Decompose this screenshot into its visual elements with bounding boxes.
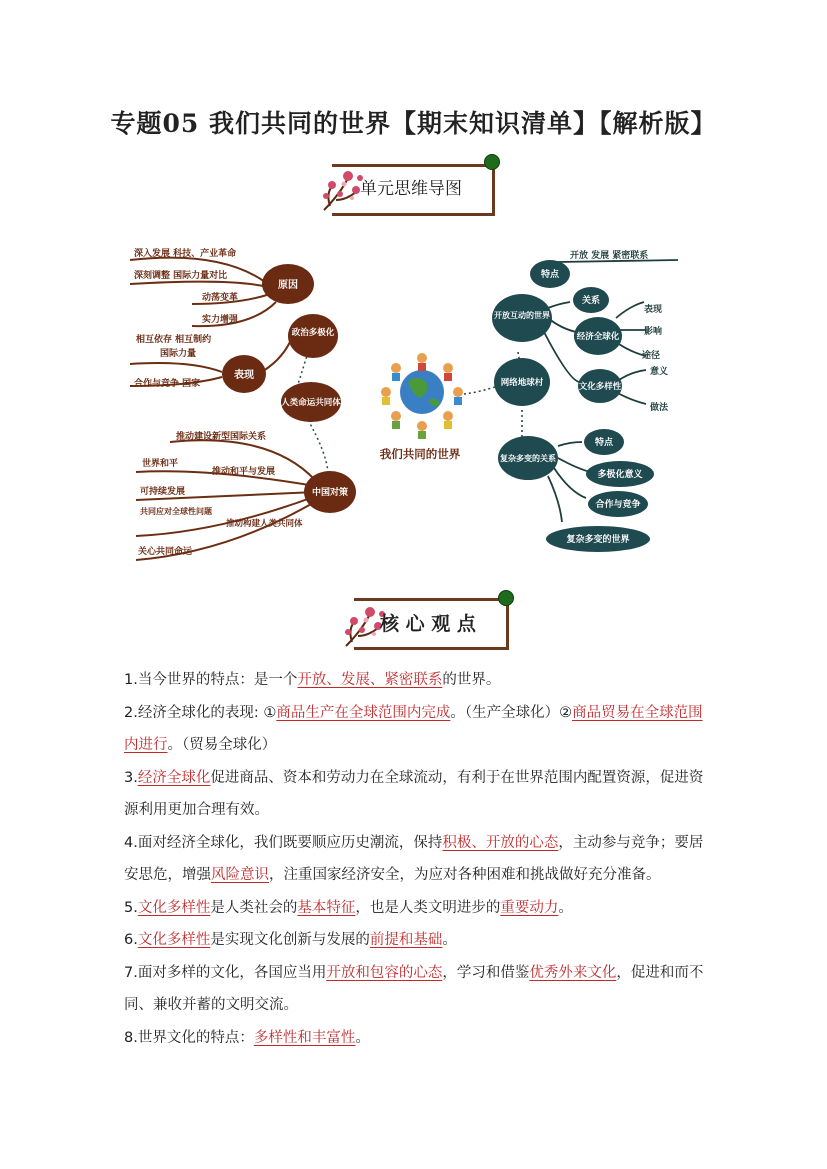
node-biaoxian-left: 表现 xyxy=(234,370,254,381)
label-zuofa: 做法 xyxy=(650,403,669,413)
node-jingji: 经济全球化 xyxy=(576,332,620,342)
core-point xyxy=(124,697,714,762)
point-text: 。 xyxy=(442,932,457,948)
point-text: 促进商品、资本和劳动力在全球流动，有利于在世界范围内配置资源，促进资源利用更加合理有效。 xyxy=(124,769,704,818)
point-text: ，也是人类文明进步的 xyxy=(355,899,501,916)
highlight-text: 前提和基础 xyxy=(369,932,443,948)
point-text: 。（贸易全球化） xyxy=(167,737,277,753)
label-dongdang: 动荡变革 xyxy=(202,293,239,303)
core-points-list xyxy=(124,664,714,1054)
point-text: ，学习和借鉴 xyxy=(442,964,530,981)
center-label: 我们共同的世界 xyxy=(379,447,461,461)
label-kaifang-detail: 开放 发展 紧密联系 xyxy=(570,251,649,261)
core-point xyxy=(124,664,714,697)
node-yuanyin: 原因 xyxy=(278,280,298,291)
highlight-text: 商品贸易在全球范围内进行 xyxy=(124,704,703,753)
mind-map xyxy=(130,232,690,567)
green-dot-icon xyxy=(484,154,500,170)
point-text: 。 xyxy=(558,899,573,916)
node-guanxi: 关系 xyxy=(581,296,601,306)
highlight-text: 多样性和丰富性 xyxy=(253,1029,356,1046)
highlight-text: 经济全球化 xyxy=(137,769,211,786)
banner-label: 单元思维导图 xyxy=(360,179,462,199)
label-yingxiang: 影响 xyxy=(644,327,663,337)
label-tuidong2: 推动和平与发展 xyxy=(212,467,276,477)
label-tuidong3: 推动构建人类共同体 xyxy=(226,519,303,529)
label-biaoxian-right: 表现 xyxy=(644,305,663,315)
green-dot-icon xyxy=(498,590,514,606)
node-renlei: 人类命运共同体 xyxy=(281,398,341,408)
label-shili: 实力增强 xyxy=(202,315,239,325)
highlight-text: 文化多样性 xyxy=(137,932,211,948)
core-point xyxy=(124,762,714,827)
highlight-text: 风险意识 xyxy=(211,867,269,883)
point-text: 4.面对经济全球化，我们既要顺应历史潮流，保持 xyxy=(124,834,443,851)
label-tujing: 途径 xyxy=(642,351,661,361)
label-shenke: 深刻调整 国际力量对比 xyxy=(134,271,228,281)
node-tedian2: 特点 xyxy=(594,438,614,448)
point-text: 的世界。 xyxy=(442,672,501,688)
node-duoji: 多极化意义 xyxy=(597,470,643,480)
node-zhongguo: 中国对策 xyxy=(311,488,349,498)
point-text: 3. xyxy=(124,769,138,786)
label-guoji: 国际力量 xyxy=(160,349,197,359)
node-hezuo-right: 合作与竞争 xyxy=(595,500,641,510)
label-shijie: 世界和平 xyxy=(142,459,179,469)
point-text: 是人类社会的 xyxy=(210,899,298,916)
core-point xyxy=(124,892,714,925)
label-kechixu: 可持续发展 xyxy=(140,487,186,497)
highlight-text: 商品生产在全球范围内完成 xyxy=(276,704,451,721)
node-wangluo: 网络地球村 xyxy=(500,378,544,388)
node-fuza: 复杂多变的关系 xyxy=(500,454,556,463)
point-text: 。 xyxy=(355,1029,370,1046)
label-yiyi: 意义 xyxy=(650,367,669,377)
core-point xyxy=(124,1022,714,1055)
core-point xyxy=(124,827,714,892)
node-fuzashijie: 复杂多变的世界 xyxy=(566,535,630,545)
point-text: 是实现文化创新与发展的 xyxy=(210,932,370,948)
node-wenhua: 文化多样性 xyxy=(578,382,622,392)
point-text: ，促进和而不同、兼收并蓄的文明交流。 xyxy=(124,964,704,1013)
label-tuidong1: 推动建设新型国际关系 xyxy=(176,432,267,442)
label-xianghu: 相互依存 相互制约 xyxy=(136,335,212,345)
page-title: 专题05 我们共同的世界【期末知识清单】【解析版】 xyxy=(110,109,717,138)
highlight-text: 文化多样性 xyxy=(137,899,211,916)
core-points-banner xyxy=(340,592,516,652)
highlight-text: 开放和包容的心态 xyxy=(326,964,443,981)
highlight-text: 开放、发展、紧密联系 xyxy=(297,672,443,688)
highlight-text: 优秀外来文化 xyxy=(529,964,617,981)
point-text: 2.经济全球化的表现: ① xyxy=(124,704,277,721)
node-tedian: 特点 xyxy=(540,270,560,280)
point-text: 7.面对多样的文化，各国应当用 xyxy=(124,964,327,981)
point-text: 。（生产全球化）② xyxy=(450,704,573,721)
label-guanxin: 关心共同命运 xyxy=(138,547,193,557)
point-text: 1.当今世界的特点：是一个 xyxy=(124,672,298,688)
globe-people-icon xyxy=(381,353,463,439)
label-hezuo-left: 合作与竞争 国家 xyxy=(134,379,201,389)
point-text: 6. xyxy=(124,932,138,948)
node-kaifang: 开放互动的世界 xyxy=(494,311,550,320)
core-point xyxy=(124,957,714,1022)
core-point xyxy=(124,924,714,957)
highlight-text: 积极、开放的心态 xyxy=(442,834,559,851)
highlight-text: 基本特征 xyxy=(297,899,356,916)
banner-label: 核 心 观 点 xyxy=(380,613,476,635)
label-gongtong: 共同应对全球性问题 xyxy=(140,507,212,516)
point-text: 5. xyxy=(124,899,138,916)
label-shenru: 深入发展 科技、产业革命 xyxy=(134,249,237,259)
node-zhengzhi: 政治多极化 xyxy=(291,328,335,338)
highlight-text: 重要动力 xyxy=(500,899,559,916)
point-text: ，主动参与竞争；要居安思危，增强 xyxy=(124,834,704,883)
point-text: 8.世界文化的特点： xyxy=(124,1029,254,1046)
mindmap-banner xyxy=(318,160,500,216)
point-text: ，注重国家经济安全，为应对各种困难和挑战做好充分准备。 xyxy=(269,867,661,883)
